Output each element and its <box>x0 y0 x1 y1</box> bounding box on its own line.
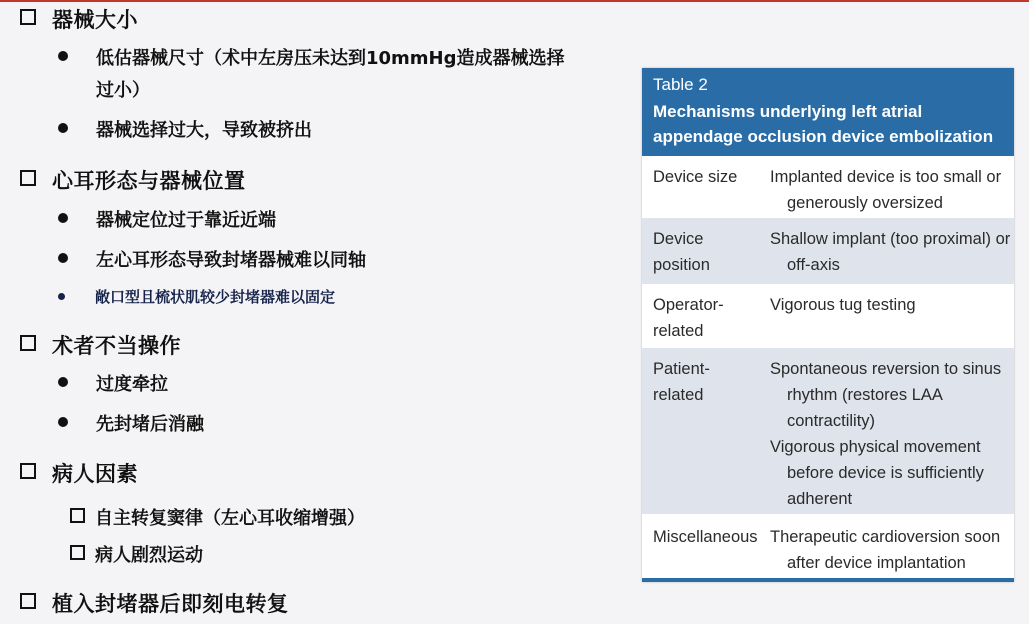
row-category: Device position <box>653 230 710 274</box>
table-title: Mechanisms underlying left atrial appendage occlusion device embolization <box>653 102 994 146</box>
top-rule <box>0 0 1029 2</box>
table-row <box>642 156 1014 218</box>
checkbox-square-icon <box>20 335 36 351</box>
row-description: Vigorous physical movement before device is sufficiently adherent <box>770 438 984 508</box>
bullet-item: 敞口型且梳状肌较少封堵器难以固定 <box>58 282 335 312</box>
row-description: Spontaneous reversion to sinus rhythm (restores LAA contractility) <box>770 360 1002 430</box>
bullet-item: 器械选择过大，导致被挤出 <box>58 116 312 146</box>
section-heading-cardioversion: 植入封堵器后即刻电转复 <box>20 588 289 618</box>
table-row <box>642 284 1014 348</box>
checkbox-square-icon <box>70 545 85 560</box>
checkbox-square-icon <box>20 593 36 609</box>
mechanisms-table <box>642 68 1014 582</box>
bullet-dot-icon <box>58 51 68 61</box>
bullet-dot-icon <box>58 123 68 133</box>
sub-item: 自主转复窦律（左心耳收缩增强） <box>70 504 365 530</box>
checkbox-square-icon <box>20 170 36 186</box>
bullet-item: 低估器械尺寸（术中左房压未达到10mmHg造成器械选择 <box>58 44 565 74</box>
bullet-dot-icon <box>58 293 65 300</box>
section-heading-morphology: 心耳形态与器械位置 <box>20 165 246 195</box>
table-row <box>642 348 1014 514</box>
table-row <box>642 514 1014 578</box>
table-row <box>642 218 1014 284</box>
bullet-dot-icon <box>58 253 68 263</box>
section-heading-operator: 术者不当操作 <box>20 330 181 360</box>
row-category: Operator-related <box>653 296 724 340</box>
bullet-item: 先封堵后消融 <box>58 410 204 440</box>
row-category: Device size <box>653 168 738 186</box>
bullet-item: 左心耳形态导致封堵器械难以同轴 <box>58 246 366 276</box>
section-heading-patient: 病人因素 <box>20 458 138 488</box>
table-header <box>642 68 1014 156</box>
section-heading-device-size: 器械大小 <box>20 4 138 34</box>
bullet-dot-icon <box>58 213 68 223</box>
row-category: Patient-related <box>653 360 710 404</box>
checkbox-square-icon <box>20 9 36 25</box>
table-bottom-rule <box>642 578 1014 582</box>
row-description: Therapeutic cardioversion soon after device implantation <box>770 528 1001 572</box>
table-number: Table 2 <box>653 75 708 94</box>
bullet-item: 器械定位过于靠近近端 <box>58 206 276 236</box>
checkbox-square-icon <box>20 463 36 479</box>
row-category: Miscellaneous <box>653 528 758 546</box>
bullet-item-continuation: 过小） <box>96 80 150 101</box>
row-description: Shallow implant (too proximal) or off-axis <box>770 230 1011 274</box>
sub-item: 病人剧烈运动 <box>70 541 203 567</box>
bullet-dot-icon <box>58 377 68 387</box>
row-description: Vigorous tug testing <box>770 296 916 314</box>
bullet-dot-icon <box>58 417 68 427</box>
bullet-item: 过度牵拉 <box>58 370 168 400</box>
row-description: Implanted device is too small or generously oversized <box>770 168 1002 212</box>
checkbox-square-icon <box>70 508 85 523</box>
